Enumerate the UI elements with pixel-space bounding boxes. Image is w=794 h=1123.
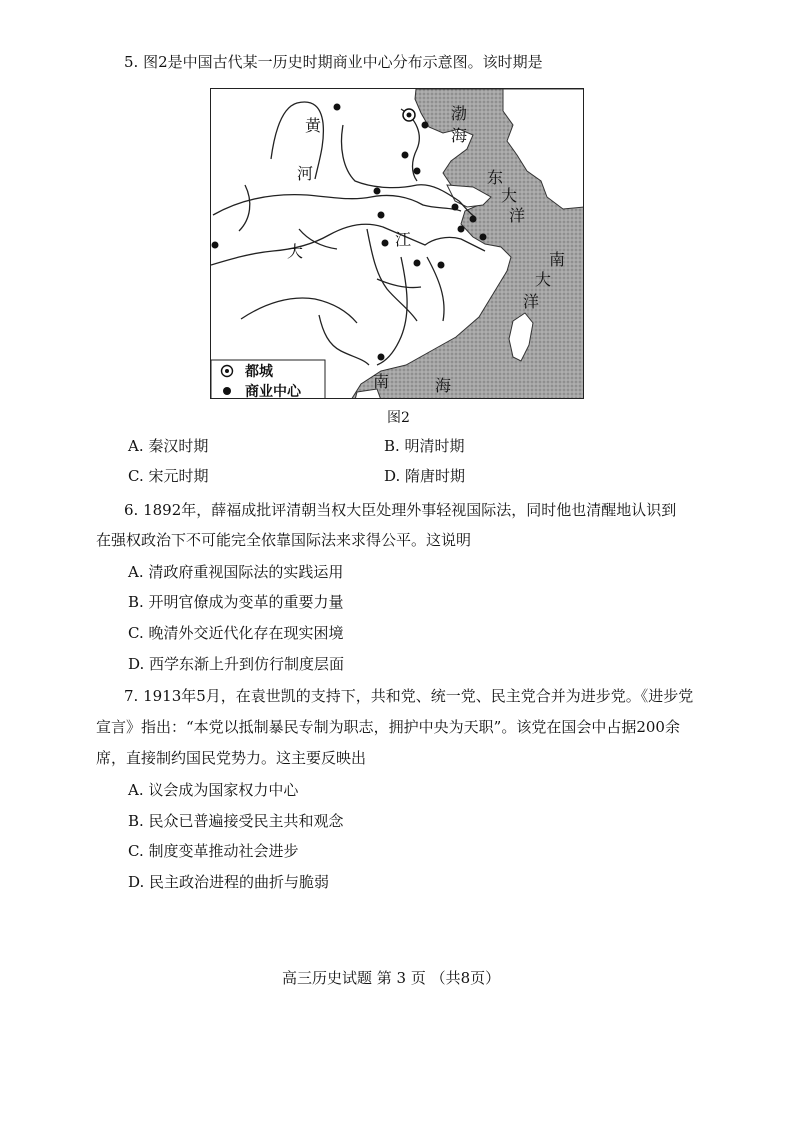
q6-option-c: C. 晚清外交近代化存在现实困境	[128, 624, 344, 642]
commerce-center-dot	[414, 168, 421, 175]
q6-stem-line2: 在强权政治下不可能完全依靠国际法来求得公平。这说明	[96, 531, 472, 549]
label-nan-right: 南	[549, 250, 566, 269]
q7-stem-line1: 7. 1913年5月，在袁世凯的支持下，共和党、统一党、民主党合并为进步党。《进步党	[124, 687, 694, 705]
capital-marker	[403, 109, 415, 121]
q7-option-d: D. 民主政治进程的曲折与脆弱	[128, 873, 330, 891]
label-dong-da: 大	[501, 186, 518, 205]
q6-option-b: B. 开明官僚成为变革的重要力量	[128, 593, 344, 611]
label-bo: 渤	[451, 104, 468, 123]
q6-option-d: D. 西学东渐上升到仿行制度层面	[128, 655, 345, 673]
label-nan-bottom: 南	[373, 372, 390, 391]
commerce-center-map	[210, 88, 584, 399]
q5-option-a: A. 秦汉时期	[128, 437, 209, 455]
label-nan-yang: 洋	[523, 292, 540, 311]
commerce-center-dot	[382, 240, 389, 247]
label-dong: 东	[487, 168, 504, 187]
commerce-center-dot	[334, 104, 341, 111]
label-he: 河	[297, 164, 314, 183]
map-legend	[211, 360, 325, 399]
commerce-center-dot	[480, 234, 487, 241]
commerce-center-dot	[212, 242, 219, 249]
label-hai-bottom: 海	[435, 376, 452, 395]
q5-option-d: D. 隋唐时期	[384, 467, 466, 485]
commerce-center-dot	[452, 204, 459, 211]
commerce-center-dot	[438, 262, 445, 269]
legend-capital-label: 都城	[245, 364, 273, 380]
page-footer: 高三历史试题 第 3 页 （共8页）	[282, 969, 501, 987]
q7-option-b: B. 民众已普遍接受民主共和观念	[128, 812, 344, 830]
q5-option-b: B. 明清时期	[384, 437, 465, 455]
commerce-centers	[212, 104, 487, 361]
commerce-center-dot	[470, 216, 477, 223]
commerce-center-dot	[402, 152, 409, 159]
label-da: 大	[287, 242, 304, 261]
legend-commerce-symbol	[223, 387, 231, 395]
label-huang: 黄	[305, 116, 322, 135]
q6-stem-line1: 6. 1892年，薛福成批评清朝当权大臣处理外事轻视国际法，同时他也清醒地认识到	[124, 501, 677, 519]
q6-option-a: A. 清政府重视国际法的实践运用	[128, 563, 344, 581]
commerce-center-dot	[374, 188, 381, 195]
q7-stem-line3: 席，直接制约国民党势力。这主要反映出	[96, 749, 367, 767]
commerce-center-dot	[422, 122, 429, 129]
figure-caption: 图2	[387, 410, 410, 426]
legend-commerce-label: 商业中心	[245, 384, 301, 399]
commerce-center-dot	[458, 226, 465, 233]
label-nan-da: 大	[535, 270, 552, 289]
commerce-center-dot	[378, 354, 385, 361]
q7-option-c: C. 制度变革推动社会进步	[128, 842, 299, 860]
q5-option-c: C. 宋元时期	[128, 467, 209, 485]
label-hai-bohai: 海	[451, 126, 468, 145]
commerce-center-dot	[378, 212, 385, 219]
q7-option-a: A. 议会成为国家权力中心	[128, 781, 299, 799]
label-jiang: 江	[395, 230, 412, 249]
rivers-borders	[211, 102, 485, 365]
label-dong-yang: 洋	[509, 206, 526, 225]
q7-stem-line2: 宣言》指出：“本党以抵制暴民专制为职志，拥护中央为天职”。该党在国会中占据200余	[96, 718, 680, 736]
commerce-center-dot	[414, 260, 421, 267]
question-5-stem: 5. 图2是中国古代某一历史时期商业中心分布示意图。该时期是	[124, 53, 543, 71]
